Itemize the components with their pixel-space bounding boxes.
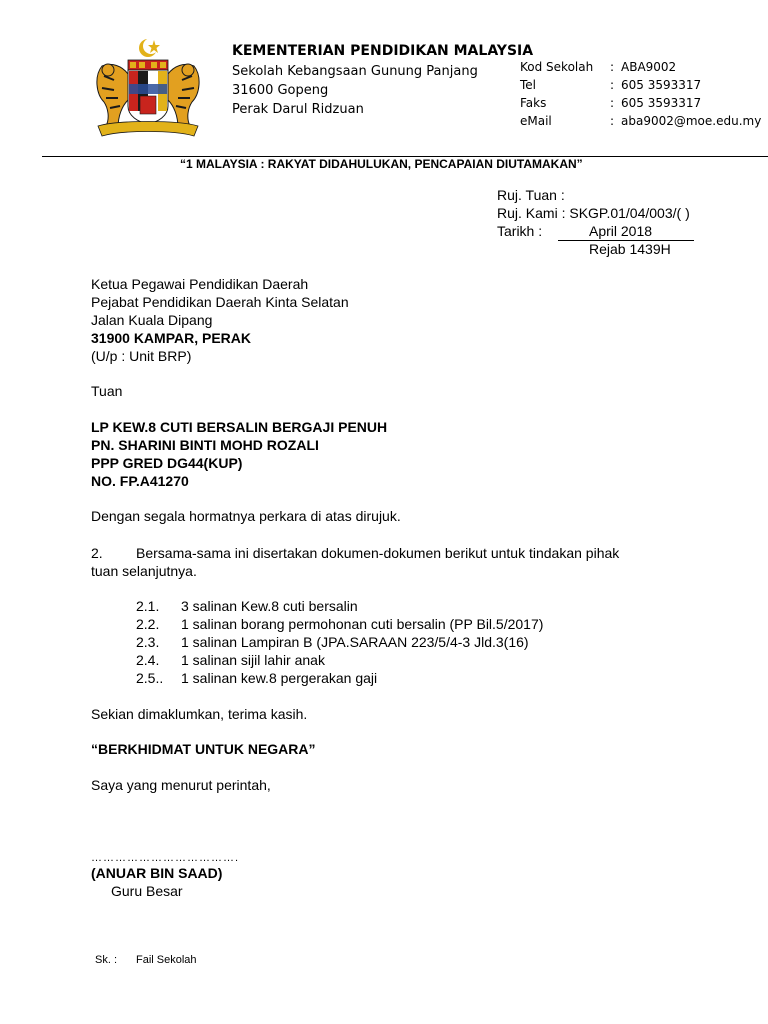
paragraph-1: Dengan segala hormatnya perkara di atas dirujuk. bbox=[91, 508, 401, 524]
slogan: “BERKHIDMAT UNTUK NEGARA” bbox=[91, 741, 316, 757]
school-postcode-town: 31600 Gopeng bbox=[232, 83, 329, 98]
tarikh-value: April 2018 bbox=[589, 223, 653, 239]
subject-line-3: PPP GRED DG44(KUP) bbox=[91, 455, 243, 471]
cc-value: Fail Sekolah bbox=[136, 954, 197, 966]
contact-label-school-code: Kod Sekolah bbox=[520, 60, 594, 74]
subject-line-4: NO. FP.A41270 bbox=[91, 473, 189, 489]
contact-value-fax: 605 3593317 bbox=[621, 96, 702, 110]
paragraph-2-line-2: tuan selanjutnya. bbox=[91, 563, 197, 579]
salutation: Tuan bbox=[91, 383, 123, 399]
paragraph-2-number: 2. bbox=[91, 545, 103, 561]
list-item-number: 2.3. bbox=[136, 634, 160, 650]
closing-remark: Sekian dimaklumkan, terima kasih. bbox=[91, 706, 308, 722]
motto: “1 MALAYSIA : RAKYAT DIDAHULUKAN, PENCAPAIAN DIUTAMAKAN” bbox=[180, 157, 583, 171]
obedient-line: Saya yang menurut perintah, bbox=[91, 777, 271, 793]
contact-value-school-code: ABA9002 bbox=[621, 60, 677, 74]
list-item-number: 2.4. bbox=[136, 652, 160, 668]
school-state: Perak Darul Ridzuan bbox=[232, 102, 364, 117]
contact-colon: : bbox=[610, 78, 615, 92]
list-item: 1 salinan Lampiran B (JPA.SARAAN 223/5/4-3 Jld.3(16) bbox=[181, 634, 529, 650]
signatory-title: Guru Besar bbox=[111, 883, 183, 899]
recipient-line-2: Pejabat Pendidikan Daerah Kinta Selatan bbox=[91, 294, 349, 310]
recipient-line-4: 31900 KAMPAR, PERAK bbox=[91, 330, 252, 346]
contact-value-email: aba9002@moe.edu.my bbox=[621, 114, 762, 128]
list-item-number: 2.2. bbox=[136, 616, 160, 632]
ministry-title: KEMENTERIAN PENDIDIKAN MALAYSIA bbox=[232, 43, 534, 59]
signatory-name: (ANUAR BIN SAAD) bbox=[91, 865, 223, 881]
subject-line-1: LP KEW.8 CUTI BERSALIN BERGAJI PENUH bbox=[91, 419, 388, 435]
recipient-line-3: Jalan Kuala Dipang bbox=[91, 312, 213, 328]
signature-line: ………………………………. bbox=[91, 852, 240, 864]
list-item: 1 salinan kew.8 pergerakan gaji bbox=[181, 670, 378, 686]
contact-colon: : bbox=[610, 114, 615, 128]
school-name: Sekolah Kebangsaan Gunung Panjang bbox=[232, 64, 478, 79]
list-item: 1 salinan borang permohonan cuti bersalin (PP Bil.5/2017) bbox=[181, 616, 544, 632]
contact-colon: : bbox=[610, 60, 615, 74]
contact-label-tel: Tel bbox=[520, 78, 537, 92]
recipient-line-5: (U/p : Unit BRP) bbox=[91, 348, 192, 364]
contact-label-fax: Faks bbox=[520, 96, 547, 110]
tarikh-label: Tarikh : bbox=[497, 223, 543, 239]
hijri-date: Rejab 1439H bbox=[589, 241, 671, 257]
paragraph-2-line-1: Bersama-sama ini disertakan dokumen-dokumen berikut untuk tindakan pihak bbox=[136, 545, 620, 561]
recipient-line-1: Ketua Pegawai Pendidikan Daerah bbox=[91, 276, 309, 292]
list-item: 1 salinan sijil lahir anak bbox=[181, 652, 325, 668]
contact-label-email: eMail bbox=[520, 114, 552, 128]
ruj-kami: Ruj. Kami : SKGP.01/04/003/( ) bbox=[497, 205, 690, 221]
coat-of-arms-icon bbox=[88, 36, 208, 140]
ruj-tuan: Ruj. Tuan : bbox=[497, 187, 565, 203]
list-item: 3 salinan Kew.8 cuti bersalin bbox=[181, 598, 358, 614]
list-item-number: 2.5.. bbox=[136, 670, 164, 686]
contact-value-tel: 605 3593317 bbox=[621, 78, 702, 92]
list-item-number: 2.1. bbox=[136, 598, 160, 614]
subject-line-2: PN. SHARINI BINTI MOHD ROZALI bbox=[91, 437, 319, 453]
cc-label: Sk. : bbox=[95, 954, 118, 966]
contact-colon: : bbox=[610, 96, 615, 110]
